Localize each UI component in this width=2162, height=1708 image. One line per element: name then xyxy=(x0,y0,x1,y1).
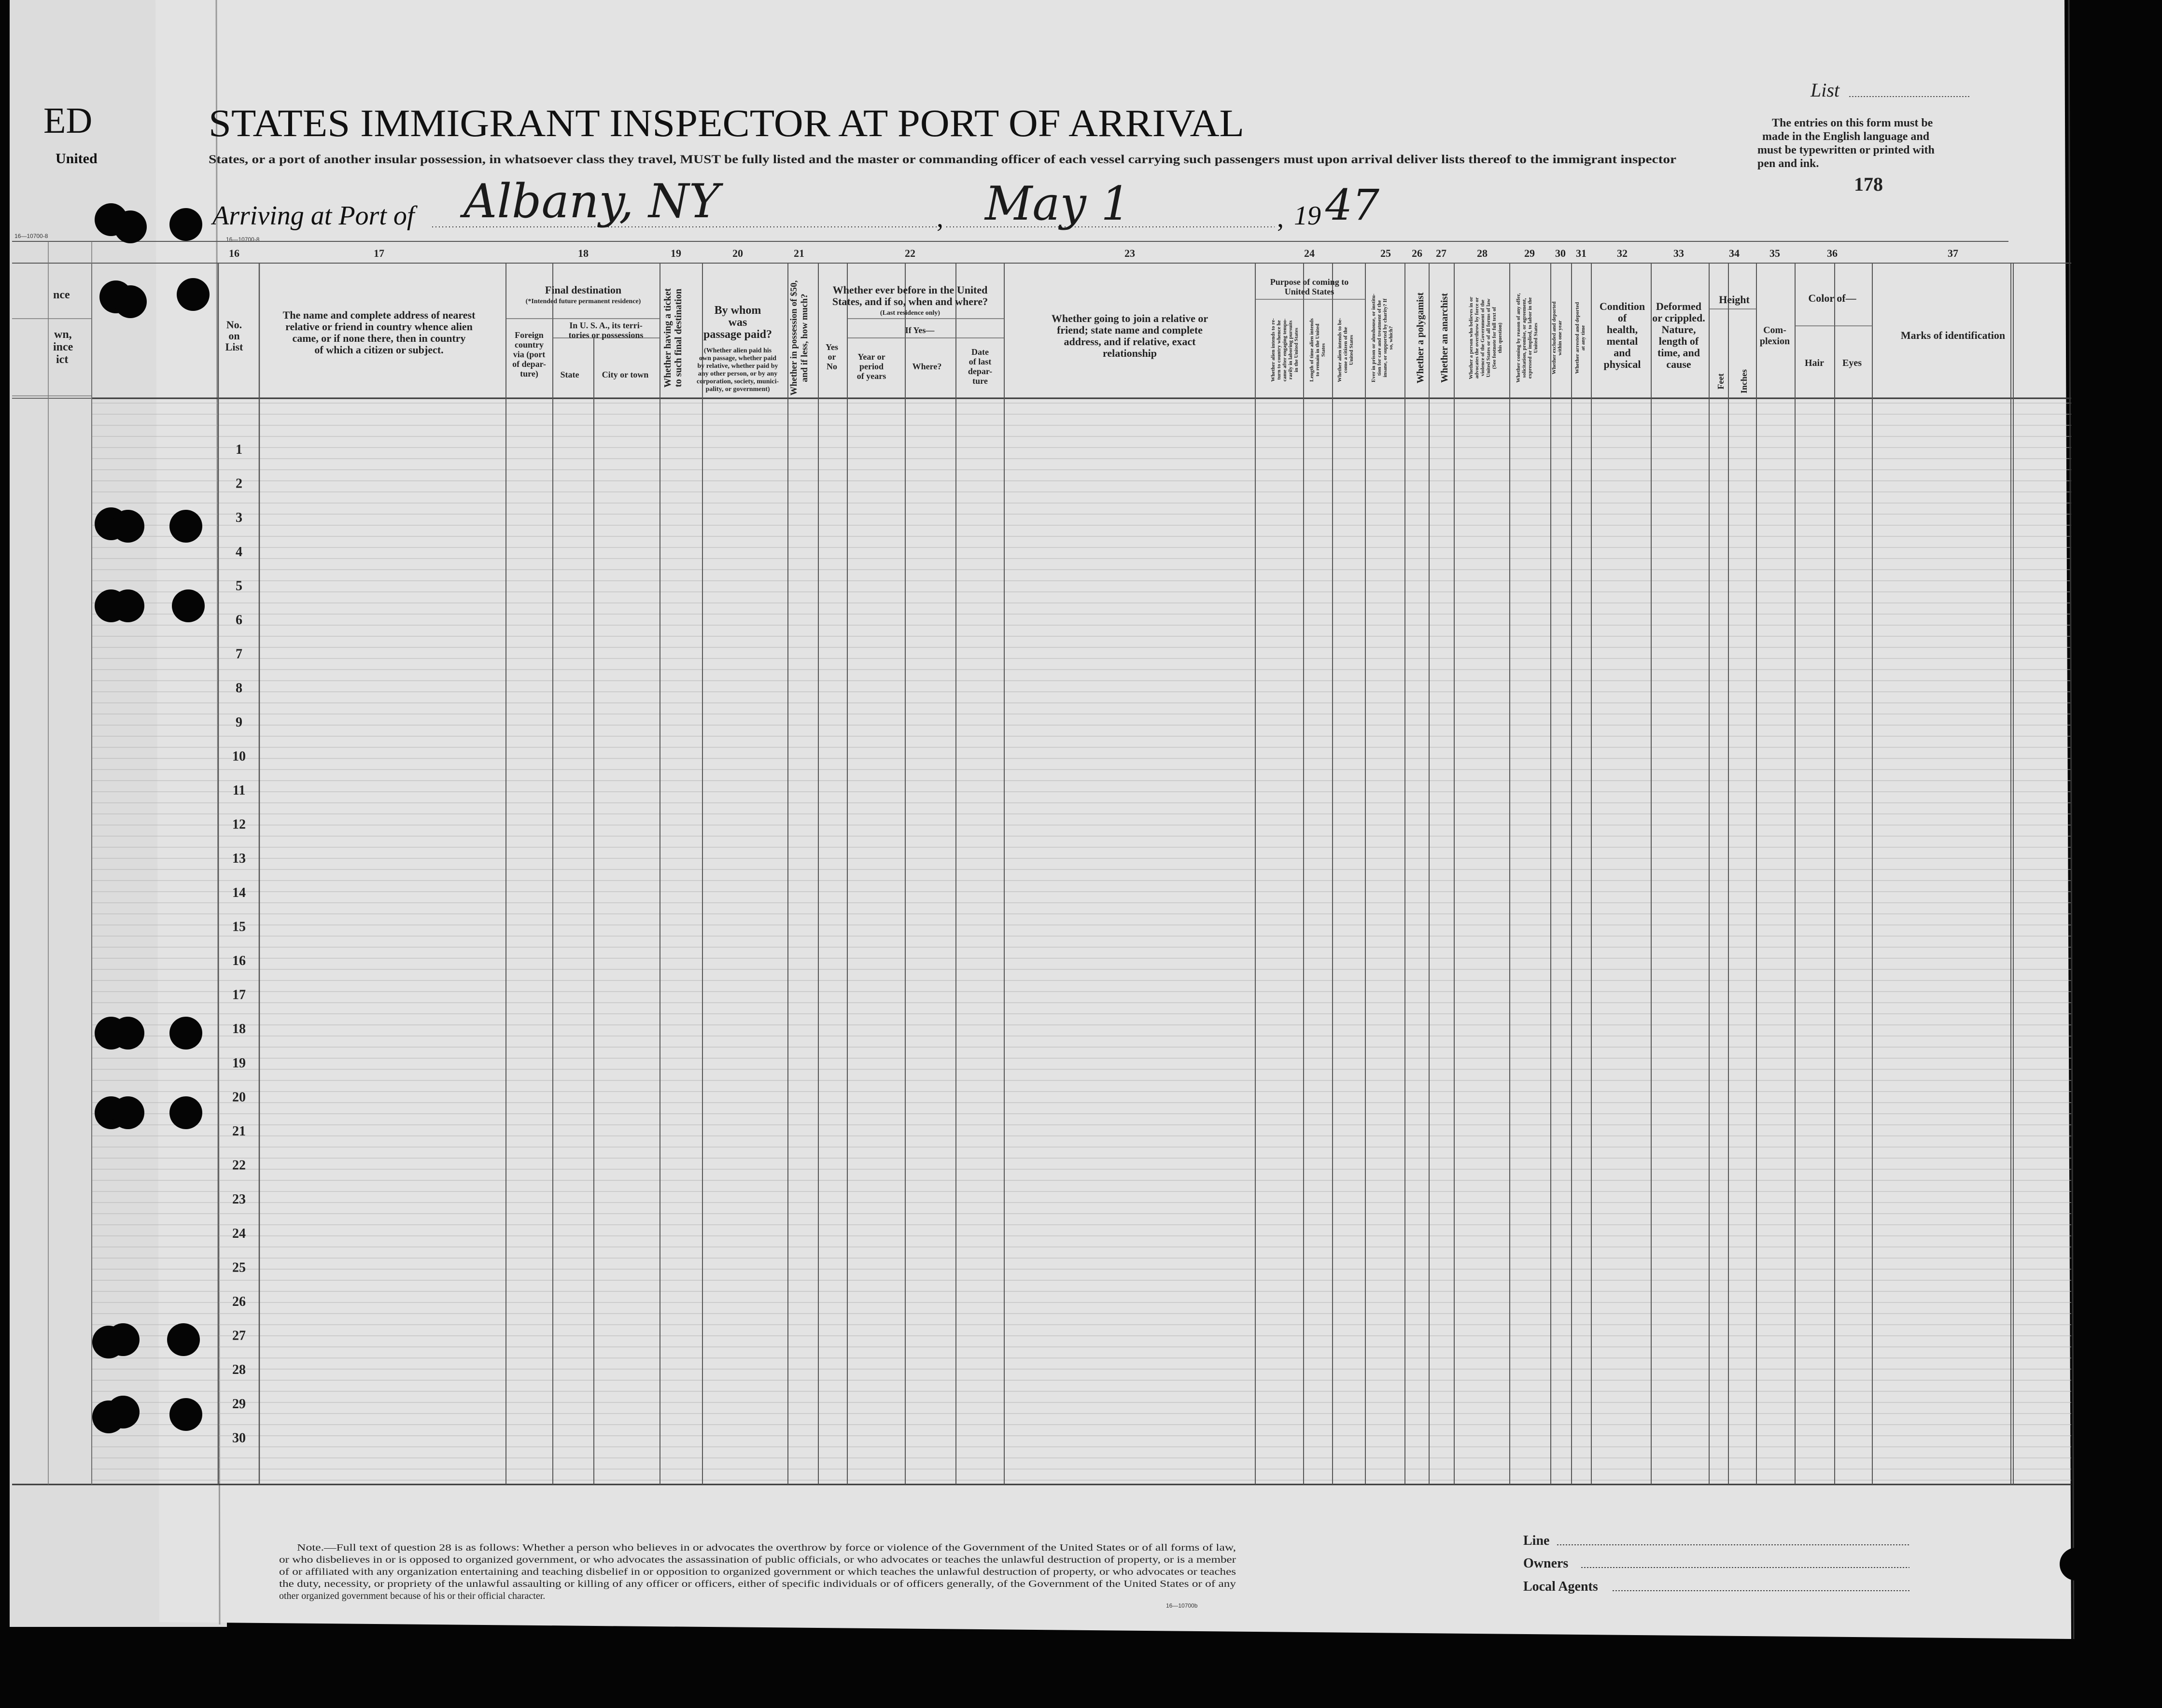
svg-text:Ever in prison or almshouse, o: Ever in prison or almshouse, or institu- xyxy=(1371,294,1376,382)
svg-text:made in the English language a: made in the English language and xyxy=(1762,130,1930,143)
arriving-label: Arriving at Port of xyxy=(212,201,415,231)
svg-text:The entries on this form must: The entries on this form must be xyxy=(1772,117,1933,129)
svg-text:of depar-: of depar- xyxy=(512,359,546,369)
svg-text:solicitation, promise, or agre: solicitation, promise, or agreement, xyxy=(1521,298,1527,378)
svg-text:Whether going to join a relati: Whether going to join a relative or xyxy=(1051,312,1208,324)
svg-text:rarily in laboring pursuits: rarily in laboring pursuits xyxy=(1288,320,1293,380)
svg-text:Height: Height xyxy=(1719,294,1750,306)
punch-hole xyxy=(169,1096,202,1129)
svg-text:In U. S. A., its terri-: In U. S. A., its terri- xyxy=(569,321,643,330)
row-number: 9 xyxy=(236,714,242,730)
svg-text:ict: ict xyxy=(56,353,69,366)
column-number: 23 xyxy=(1124,247,1135,259)
row-number: 5 xyxy=(236,578,242,594)
svg-text:ture: ture xyxy=(972,376,988,386)
column-number: 19 xyxy=(671,247,681,259)
column-number: 29 xyxy=(1524,247,1535,259)
svg-text:length of: length of xyxy=(1658,335,1699,347)
row-number: 19 xyxy=(232,1055,246,1071)
left-partial-subtitle: United xyxy=(56,151,98,167)
row-number: 8 xyxy=(236,681,242,696)
svg-text:United States or of all forms: United States or of all forms of law xyxy=(1486,298,1491,378)
svg-text:Line: Line xyxy=(1523,1533,1550,1548)
svg-text:,: , xyxy=(937,203,943,233)
svg-text:Where?: Where? xyxy=(912,362,942,371)
punch-hole xyxy=(107,1396,140,1428)
svg-text:depar-: depar- xyxy=(968,366,993,376)
svg-text:come a citizen of the: come a citizen of the xyxy=(1343,327,1348,373)
svg-text:expressed or implied, to labor: expressed or implied, to labor in the xyxy=(1527,297,1533,379)
row-number: 2 xyxy=(236,476,242,491)
svg-text:this question): this question) xyxy=(1497,322,1503,353)
svg-text:Owners: Owners xyxy=(1523,1556,1569,1571)
svg-text:Year or: Year or xyxy=(857,352,885,362)
column-number: 34 xyxy=(1729,247,1740,259)
page-title: STATES IMMIGRANT INSPECTOR AT PORT OF ARRIVAL xyxy=(209,102,1244,145)
svg-text:United States: United States xyxy=(1348,335,1354,365)
list-label: List xyxy=(1811,79,1840,101)
svg-text:at any time: at any time xyxy=(1580,325,1586,351)
svg-text:pen and ink.: pen and ink. xyxy=(1757,157,1819,170)
svg-text:Nature,: Nature, xyxy=(1661,323,1696,336)
punch-hole xyxy=(114,210,147,243)
svg-text:plexion: plexion xyxy=(1759,336,1790,347)
svg-text:by relative, whether paid by: by relative, whether paid by xyxy=(697,363,778,370)
row-number: 27 xyxy=(232,1328,246,1344)
row-number: 1 xyxy=(236,442,242,457)
form-code-left: 16—10700-8 xyxy=(14,233,48,239)
svg-text:Whether excluded and deported: Whether excluded and deported xyxy=(1551,301,1557,375)
row-number: 22 xyxy=(232,1158,246,1173)
svg-text:Final destination: Final destination xyxy=(545,284,622,296)
manifest-page xyxy=(155,0,2071,1639)
page-subtitle: States, or a port of another insular possession, in whatsoever class they travel, MUST be fully listed and the master or commanding officer of each vessel carrying such passengers must upon arrival deliver lists thereof to the immigrant inspector xyxy=(209,153,1676,166)
svg-text:of last: of last xyxy=(969,357,992,366)
svg-text:Whether ever before in the Uni: Whether ever before in the United xyxy=(832,284,988,296)
row-number: 11 xyxy=(232,783,246,798)
punch-hole xyxy=(177,278,210,311)
punch-hole xyxy=(167,1323,200,1356)
row-number: 10 xyxy=(232,749,246,764)
svg-text:of: of xyxy=(1617,312,1627,324)
svg-text:came after engaging tempo-: came after engaging tempo- xyxy=(1282,318,1288,382)
svg-text:of years: of years xyxy=(856,371,886,381)
svg-text:Whether arrested and deported: Whether arrested and deported xyxy=(1574,302,1580,374)
column-number: 27 xyxy=(1436,247,1446,259)
svg-text:States: States xyxy=(1320,343,1326,357)
svg-text:City or town: City or town xyxy=(602,370,649,379)
date-handwritten: May 1 xyxy=(985,177,1131,231)
svg-text:of which a citizen or subject.: of which a citizen or subject. xyxy=(314,344,444,356)
svg-text:No: No xyxy=(827,362,837,371)
column-number: 37 xyxy=(1948,247,1958,259)
svg-text:and if less, how much?: and if less, how much? xyxy=(800,294,810,382)
left-partial-title: ED xyxy=(43,100,93,141)
svg-text:Whether in possession of $50,: Whether in possession of $50, xyxy=(789,280,799,396)
row-number: 30 xyxy=(232,1430,246,1446)
punch-hole xyxy=(169,208,202,241)
svg-text:Purpose of coming to: Purpose of coming to xyxy=(1270,277,1349,287)
row-number: 20 xyxy=(232,1090,246,1105)
punch-hole xyxy=(2060,1548,2092,1581)
punch-hole xyxy=(169,510,202,543)
column-number: 22 xyxy=(905,247,915,259)
punch-hole xyxy=(114,285,147,318)
row-number: 3 xyxy=(236,510,242,526)
svg-text:own passage, whether paid: own passage, whether paid xyxy=(699,355,776,362)
svg-text:(*Intended future permanent re: (*Intended future permanent residence) xyxy=(525,298,641,305)
svg-text:Color of—: Color of— xyxy=(1808,292,1856,304)
svg-text:By whom: By whom xyxy=(714,304,761,317)
punch-hole xyxy=(112,1017,144,1050)
svg-text:of or affiliated with any orga: of or affiliated with any organization entertaining and teaching disbelief in or opposition to organized government or which teaches the unlawful destruction of property, or who advocates or teaches xyxy=(279,1567,1236,1577)
svg-text:and: and xyxy=(1614,347,1631,359)
column-number: 18 xyxy=(578,247,589,259)
svg-text:was: was xyxy=(728,316,747,329)
row-number: 16 xyxy=(232,953,246,968)
svg-text:List: List xyxy=(225,341,243,353)
svg-text:mental: mental xyxy=(1606,335,1638,347)
svg-text:physical: physical xyxy=(1603,358,1641,370)
svg-text:within one year: within one year xyxy=(1557,320,1563,356)
row-number: 15 xyxy=(232,919,246,935)
svg-text:or who disbelieves in or is op: or who disbelieves in or is opposed to organized government, or who advocates the assassination of public officials, or who advocates or teaches the unlawful destruction of property, or is a member xyxy=(279,1554,1236,1565)
column-number: 31 xyxy=(1576,247,1586,259)
svg-text:relative or friend in country: relative or friend in country whence alien xyxy=(285,321,473,333)
svg-text:(Last residence only): (Last residence only) xyxy=(880,309,941,317)
svg-text:ince: ince xyxy=(53,341,73,353)
svg-text:(Whether alien paid his: (Whether alien paid his xyxy=(703,347,772,354)
svg-text:Deformed: Deformed xyxy=(1656,300,1702,312)
svg-text:If Yes—: If Yes— xyxy=(905,325,935,335)
column-number: 20 xyxy=(732,247,743,259)
svg-text:Whether having a ticket: Whether having a ticket xyxy=(662,288,673,388)
svg-text:Marks of identification: Marks of identification xyxy=(1900,329,2006,341)
port-handwritten: Albany, NY xyxy=(463,174,720,228)
svg-text:or crippled.: or crippled. xyxy=(1652,312,1705,324)
row-number: 13 xyxy=(232,851,246,867)
form-code-small: 16—10700-8 xyxy=(226,236,260,243)
svg-text:came, or if none there, then i: came, or if none there, then in country xyxy=(292,332,466,344)
punch-hole xyxy=(172,589,205,622)
svg-text:Feet: Feet xyxy=(1716,373,1726,390)
row-number: 18 xyxy=(232,1022,246,1037)
svg-text:Hair: Hair xyxy=(1805,358,1824,368)
svg-text:health,: health, xyxy=(1606,323,1638,336)
svg-text:friend; state name and complet: friend; state name and complete xyxy=(1057,324,1203,336)
svg-text:States, and if so, when and wh: States, and if so, when and where? xyxy=(832,295,988,308)
svg-text:to remain in the United: to remain in the United xyxy=(1315,323,1320,377)
row-number: 23 xyxy=(232,1192,246,1207)
svg-text:Whether a person who believes: Whether a person who believes in or xyxy=(1468,296,1474,379)
column-number: 33 xyxy=(1673,247,1684,259)
punch-hole xyxy=(107,1323,140,1356)
year-handwritten: 47 xyxy=(1325,180,1379,230)
svg-text:United States: United States xyxy=(1284,287,1334,296)
row-number: 7 xyxy=(236,646,242,662)
row-number: 14 xyxy=(232,885,246,900)
footer-form-code: 16—10700b xyxy=(1166,1602,1198,1609)
column-number: 36 xyxy=(1827,247,1838,259)
punch-hole xyxy=(169,1017,202,1050)
punch-hole xyxy=(112,510,144,543)
column-number: 21 xyxy=(794,247,804,259)
svg-text:nce: nce xyxy=(53,289,70,301)
row-number: 28 xyxy=(232,1362,246,1378)
svg-text:(See footnote for full text of: (See footnote for full text of xyxy=(1491,307,1497,369)
column-number: 17 xyxy=(374,247,384,259)
svg-text:time, and: time, and xyxy=(1657,347,1700,359)
sheet-number: 178 xyxy=(1854,173,1883,195)
column-number: 26 xyxy=(1412,247,1422,259)
row-number: 21 xyxy=(232,1124,246,1139)
svg-text:other organized government bec: other organized government because of his or their official character. xyxy=(279,1591,546,1601)
svg-text:Date: Date xyxy=(971,347,989,357)
year-prefix: 19 xyxy=(1294,201,1321,231)
row-number: 25 xyxy=(232,1260,246,1275)
svg-text:Whether coming by reason of an: Whether coming by reason of any offer, xyxy=(1516,293,1521,383)
svg-text:,: , xyxy=(1277,203,1284,233)
svg-text:insane, or supported by charit: insane, or supported by charity? If xyxy=(1382,298,1388,378)
svg-text:State: State xyxy=(560,370,579,379)
svg-text:passage paid?: passage paid? xyxy=(703,328,772,341)
svg-text:any other person, or by any: any other person, or by any xyxy=(698,370,778,378)
svg-text:Condition: Condition xyxy=(1599,300,1645,312)
row-number: 24 xyxy=(232,1226,246,1241)
svg-text:Whether a polygamist: Whether a polygamist xyxy=(1415,292,1426,384)
svg-text:Whether alien intends to re-: Whether alien intends to re- xyxy=(1270,318,1276,382)
column-number: 32 xyxy=(1617,247,1628,259)
svg-text:to such final destination: to such final destination xyxy=(673,289,684,387)
svg-text:tion for care and treatment of: tion for care and treatment of the xyxy=(1376,300,1382,376)
svg-text:corporation, society, munici-: corporation, society, munici- xyxy=(696,378,779,385)
svg-text:relationship: relationship xyxy=(1102,347,1157,359)
column-number: 30 xyxy=(1555,247,1566,259)
row-number: 4 xyxy=(236,544,242,560)
svg-text:Inches: Inches xyxy=(1739,369,1749,394)
column-number: 35 xyxy=(1769,247,1780,259)
svg-text:The name and complete address: The name and complete address of nearest xyxy=(282,309,476,321)
row-number: 29 xyxy=(232,1396,246,1412)
svg-text:pality, or government): pality, or government) xyxy=(705,386,770,393)
svg-text:Length of time alien intends: Length of time alien intends xyxy=(1309,318,1315,382)
svg-text:via (port: via (port xyxy=(513,350,546,359)
svg-text:must be typewritten or printed: must be typewritten or printed with xyxy=(1757,144,1935,156)
svg-text:the duty, necessity, or propri: the duty, necessity, or propriety of the unlawful assaulting or killing of any officer or officers, either of specific individuals or of officers generally, of the Government of the United States or of any xyxy=(279,1579,1236,1589)
svg-text:address, and if relative, exac: address, and if relative, exact xyxy=(1064,336,1196,348)
column-number: 25 xyxy=(1380,247,1391,259)
column-number: 28 xyxy=(1477,247,1488,259)
svg-text:Note.—Full text of question 28: Note.—Full text of question 28 is as follows: Whether a person who believes in or advocates the overthrow by force or violence of the Government of the United States or of all forms of law, xyxy=(297,1542,1236,1553)
svg-text:cause: cause xyxy=(1666,358,1691,370)
svg-text:in the United States: in the United States xyxy=(1293,328,1299,372)
svg-text:period: period xyxy=(859,362,884,371)
svg-text:No.: No. xyxy=(226,319,242,331)
row-number: 26 xyxy=(232,1294,246,1309)
svg-text:wn,: wn, xyxy=(54,328,72,341)
svg-text:Yes: Yes xyxy=(826,342,838,352)
row-number: 17 xyxy=(232,987,246,1003)
svg-text:Whether an anarchist: Whether an anarchist xyxy=(1439,293,1450,383)
svg-text:Whether alien intends to be-: Whether alien intends to be- xyxy=(1337,318,1343,382)
punch-hole xyxy=(112,1096,144,1129)
svg-text:turn to country whence he: turn to country whence he xyxy=(1276,320,1282,380)
column-number: 24 xyxy=(1304,247,1315,259)
svg-text:advocates the overthrow by for: advocates the overthrow by force or xyxy=(1474,297,1480,379)
svg-text:country: country xyxy=(515,340,544,350)
svg-text:ture): ture) xyxy=(520,369,538,378)
column-number: 16 xyxy=(229,247,239,259)
svg-text:Local Agents: Local Agents xyxy=(1523,1579,1598,1594)
svg-text:so, which?: so, which? xyxy=(1388,326,1394,350)
svg-text:on: on xyxy=(228,330,240,342)
svg-text:tories or possessions: tories or possessions xyxy=(568,330,644,340)
svg-text:or: or xyxy=(828,352,836,362)
svg-text:Eyes: Eyes xyxy=(1842,358,1862,368)
svg-text:Com-: Com- xyxy=(1763,325,1786,336)
svg-text:United States: United States xyxy=(1533,322,1539,353)
row-number: 12 xyxy=(232,817,246,832)
punch-hole xyxy=(169,1398,202,1431)
row-number: 6 xyxy=(236,613,242,628)
svg-text:violence of the Government of: violence of the Government of the xyxy=(1480,299,1486,377)
svg-text:Foreign: Foreign xyxy=(515,330,544,340)
punch-hole xyxy=(112,589,144,622)
